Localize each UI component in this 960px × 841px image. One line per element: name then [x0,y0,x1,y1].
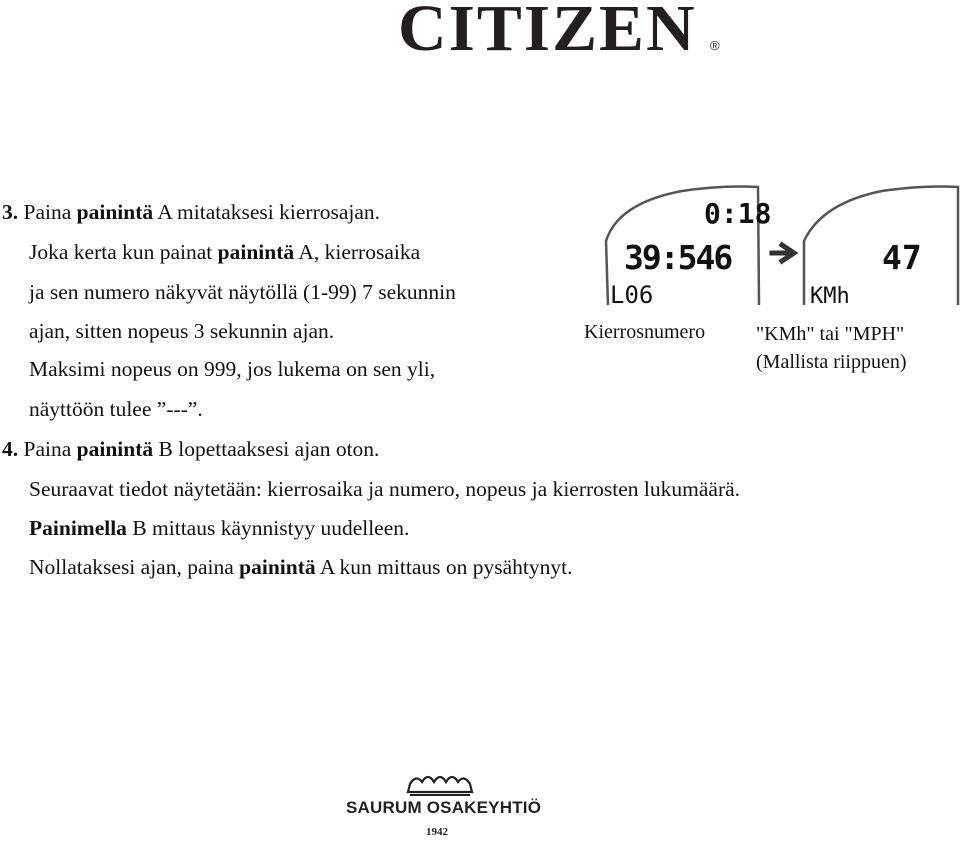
step3-line3: ja sen numero näkyvät näytöllä (1-99) 7 sekunnin [29,280,456,304]
step4-line4 [29,555,572,579]
step4-line2: Seuraavat tiedot näytetään: kierrosaika ja numero, nopeus ja kierrosten lukumäärä. [29,477,741,501]
step3-number: 3. [2,200,19,224]
step3-button-word: painintä [76,200,154,224]
step3-line2 [29,240,420,264]
citizen-logo [398,0,728,65]
step3-line5: Maksimi nopeus on 999, jos lukema on sen yli, [29,357,436,381]
step3-text: Joka kerta kun painat [29,240,218,264]
caption-model-note: (Mallista riippuen) [756,351,907,373]
step4-button-word: painintä [239,555,316,579]
step4-text: A kun mittaus on pysähtynyt. [315,555,573,579]
step4-button-word: Painimella [29,516,127,540]
display-figure [582,183,960,383]
left-top-digits: 0:18 [704,197,772,230]
step3-line6: näyttöön tulee ”---”. [29,397,203,421]
step4-line1 [2,437,379,461]
registered-mark: ® [710,38,720,53]
right-bottom-digits: KMh [810,284,850,309]
crown-icon [340,770,540,798]
step3-line1 [2,200,380,224]
company-year: 1942 [426,826,448,838]
step3-line4: ajan, sitten nopeus 3 sekunnin ajan. [29,319,335,343]
step3-text: Paina [23,200,77,224]
right-middle-digits: 47 [882,238,922,277]
left-bottom-digits: L06 [610,281,654,309]
lcd-displays [582,183,960,313]
step3-button-word: painintä [217,240,295,264]
step4-text: Paina [23,437,77,461]
step3-text: A mitataksesi kierrosajan. [153,200,381,224]
step4-text: B lopettaaksesi ajan oton. [153,437,380,461]
brand-name: CITIZEN [398,0,697,65]
left-middle-digits: 39:546 [624,238,732,277]
step4-number: 4. [2,437,19,461]
saurum-logo [340,770,540,840]
step4-button-word: painintä [76,437,154,461]
step3-text: A, kierrosaika [294,240,421,264]
caption-lap-number: Kierrosnumero [584,321,706,343]
caption-units: "KMh" tai "MPH" [756,323,905,345]
step4-text: B mittaus käynnistyy uudelleen. [126,516,410,540]
step4-line3 [29,516,409,540]
company-name: SAURUM OSAKEYHTIÖ [346,798,542,817]
step4-text: Nollataksesi ajan, paina [29,555,240,579]
arrow-icon [772,245,794,261]
